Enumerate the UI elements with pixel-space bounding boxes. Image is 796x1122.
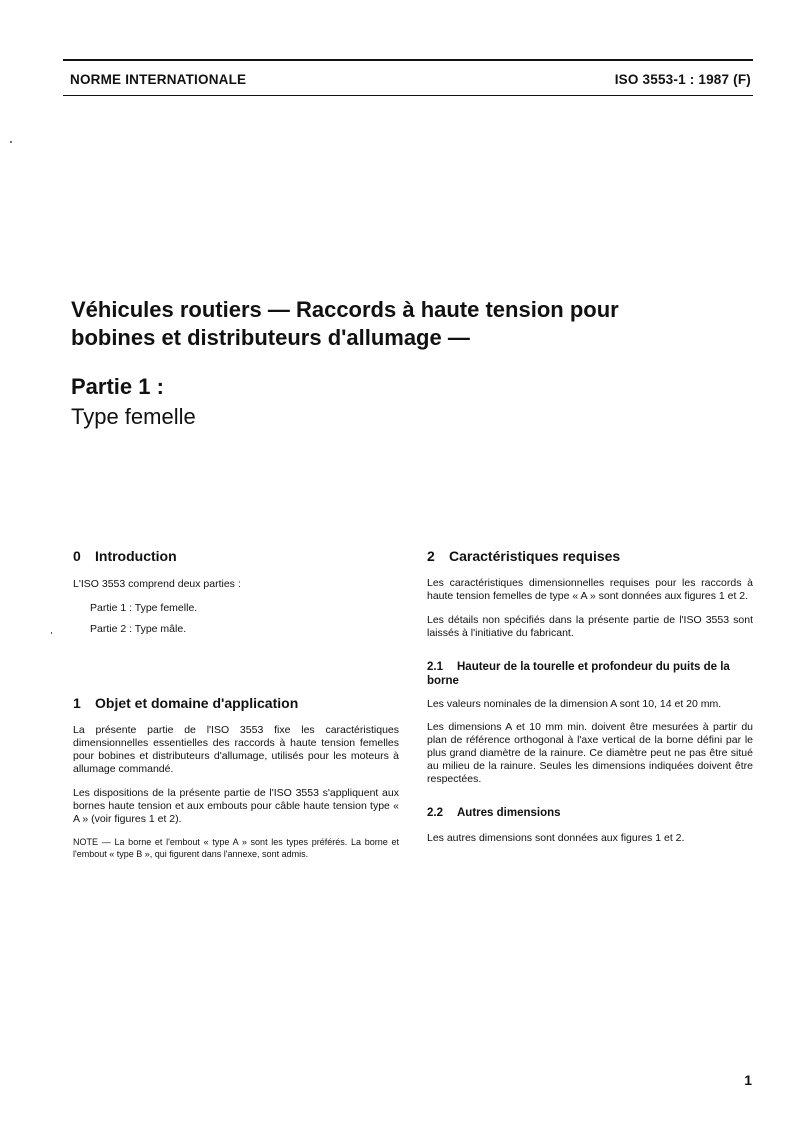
section-2-heading (427, 547, 753, 565)
header-standard-number: ISO 3553-1 : 1987 (F) (614, 72, 751, 87)
section-2-2-heading (427, 806, 753, 820)
section-title: Caractéristiques requises (449, 548, 621, 564)
title-line-2: bobines et distributeurs d'allumage — (71, 325, 470, 350)
section-number: 0 (73, 548, 81, 564)
section-title: Autres dimensions (457, 807, 561, 819)
part-label: Partie 1 : (71, 374, 164, 399)
scan-speck (10, 141, 12, 143)
left-column (73, 547, 399, 860)
part-subtitle: Type femelle (71, 404, 196, 429)
sub21-paragraph-2: Les dimensions A et 10 mm min. doivent être mesurées à partir du plan de référence orthogonal à l'axe vertical de la borne défini par le plus grand diamètre de la rainure. Ce diamètre peut ne pas être situé au milieu de la rainure. Seules les dimensions indiquées doivent être respectées. (427, 721, 753, 785)
section-number: 1 (73, 695, 81, 711)
section-1-heading (73, 694, 399, 712)
header-document-type: NORME INTERNATIONALE (70, 72, 247, 87)
section-number: 2 (427, 548, 435, 564)
section-number: 2.2 (427, 807, 443, 819)
section-0-heading (73, 547, 399, 565)
sub22-paragraph: Les autres dimensions sont données aux figures 1 et 2. (427, 832, 685, 844)
section-number: 2.1 (427, 661, 443, 673)
intro-list-item-2: Partie 2 : Type mâle. (90, 623, 187, 635)
scope-note: NOTE — La borne et l'embout « type A » sont les types préférés. La borne et l'embout « type B », qui figurent dans l'annexe, sont admis. (73, 837, 399, 859)
page-number: 1 (744, 1072, 752, 1088)
header-rule-top (63, 59, 753, 61)
scan-speck (51, 632, 52, 634)
right-column (427, 547, 753, 845)
sub21-paragraph-1: Les valeurs nominales de la dimension A sont 10, 14 et 20 mm. (427, 698, 722, 710)
scope-paragraph-2: Les dispositions de la présente partie de l'ISO 3553 s'appliquent aux bornes haute tension et aux embouts pour câble haute tension type « A » (voir figures 1 et 2). (73, 787, 399, 825)
section-2-1-heading (427, 660, 753, 688)
intro-list-item-1: Partie 1 : Type femelle. (90, 602, 198, 614)
requirements-paragraph-2: Les détails non spécifiés dans la présente partie de l'ISO 3553 sont laissés à l'initiative du fabricant. (427, 614, 753, 639)
title-line-1: Véhicules routiers — Raccords à haute tension pour (71, 297, 619, 322)
requirements-paragraph-1: Les caractéristiques dimensionnelles requises pour les raccords à haute tension femelles de type « A » sont données aux figures 1 et 2. (427, 577, 753, 602)
intro-paragraph: L'ISO 3553 comprend deux parties : (73, 578, 241, 590)
section-title: Objet et domaine d'application (95, 695, 299, 711)
header-rule-bottom (63, 95, 753, 96)
scope-paragraph-1: La présente partie de l'ISO 3553 fixe les caractéristiques dimensionnelles essentielles des raccords à haute tension femelles pour bobines et distributeurs d'allumage, utilisés pour les moteurs à allumage commandé. (73, 724, 399, 775)
section-title: Introduction (95, 548, 177, 564)
section-title: Hauteur de la tourelle et profondeur du puits de la borne (427, 661, 730, 687)
document-title (71, 296, 731, 352)
